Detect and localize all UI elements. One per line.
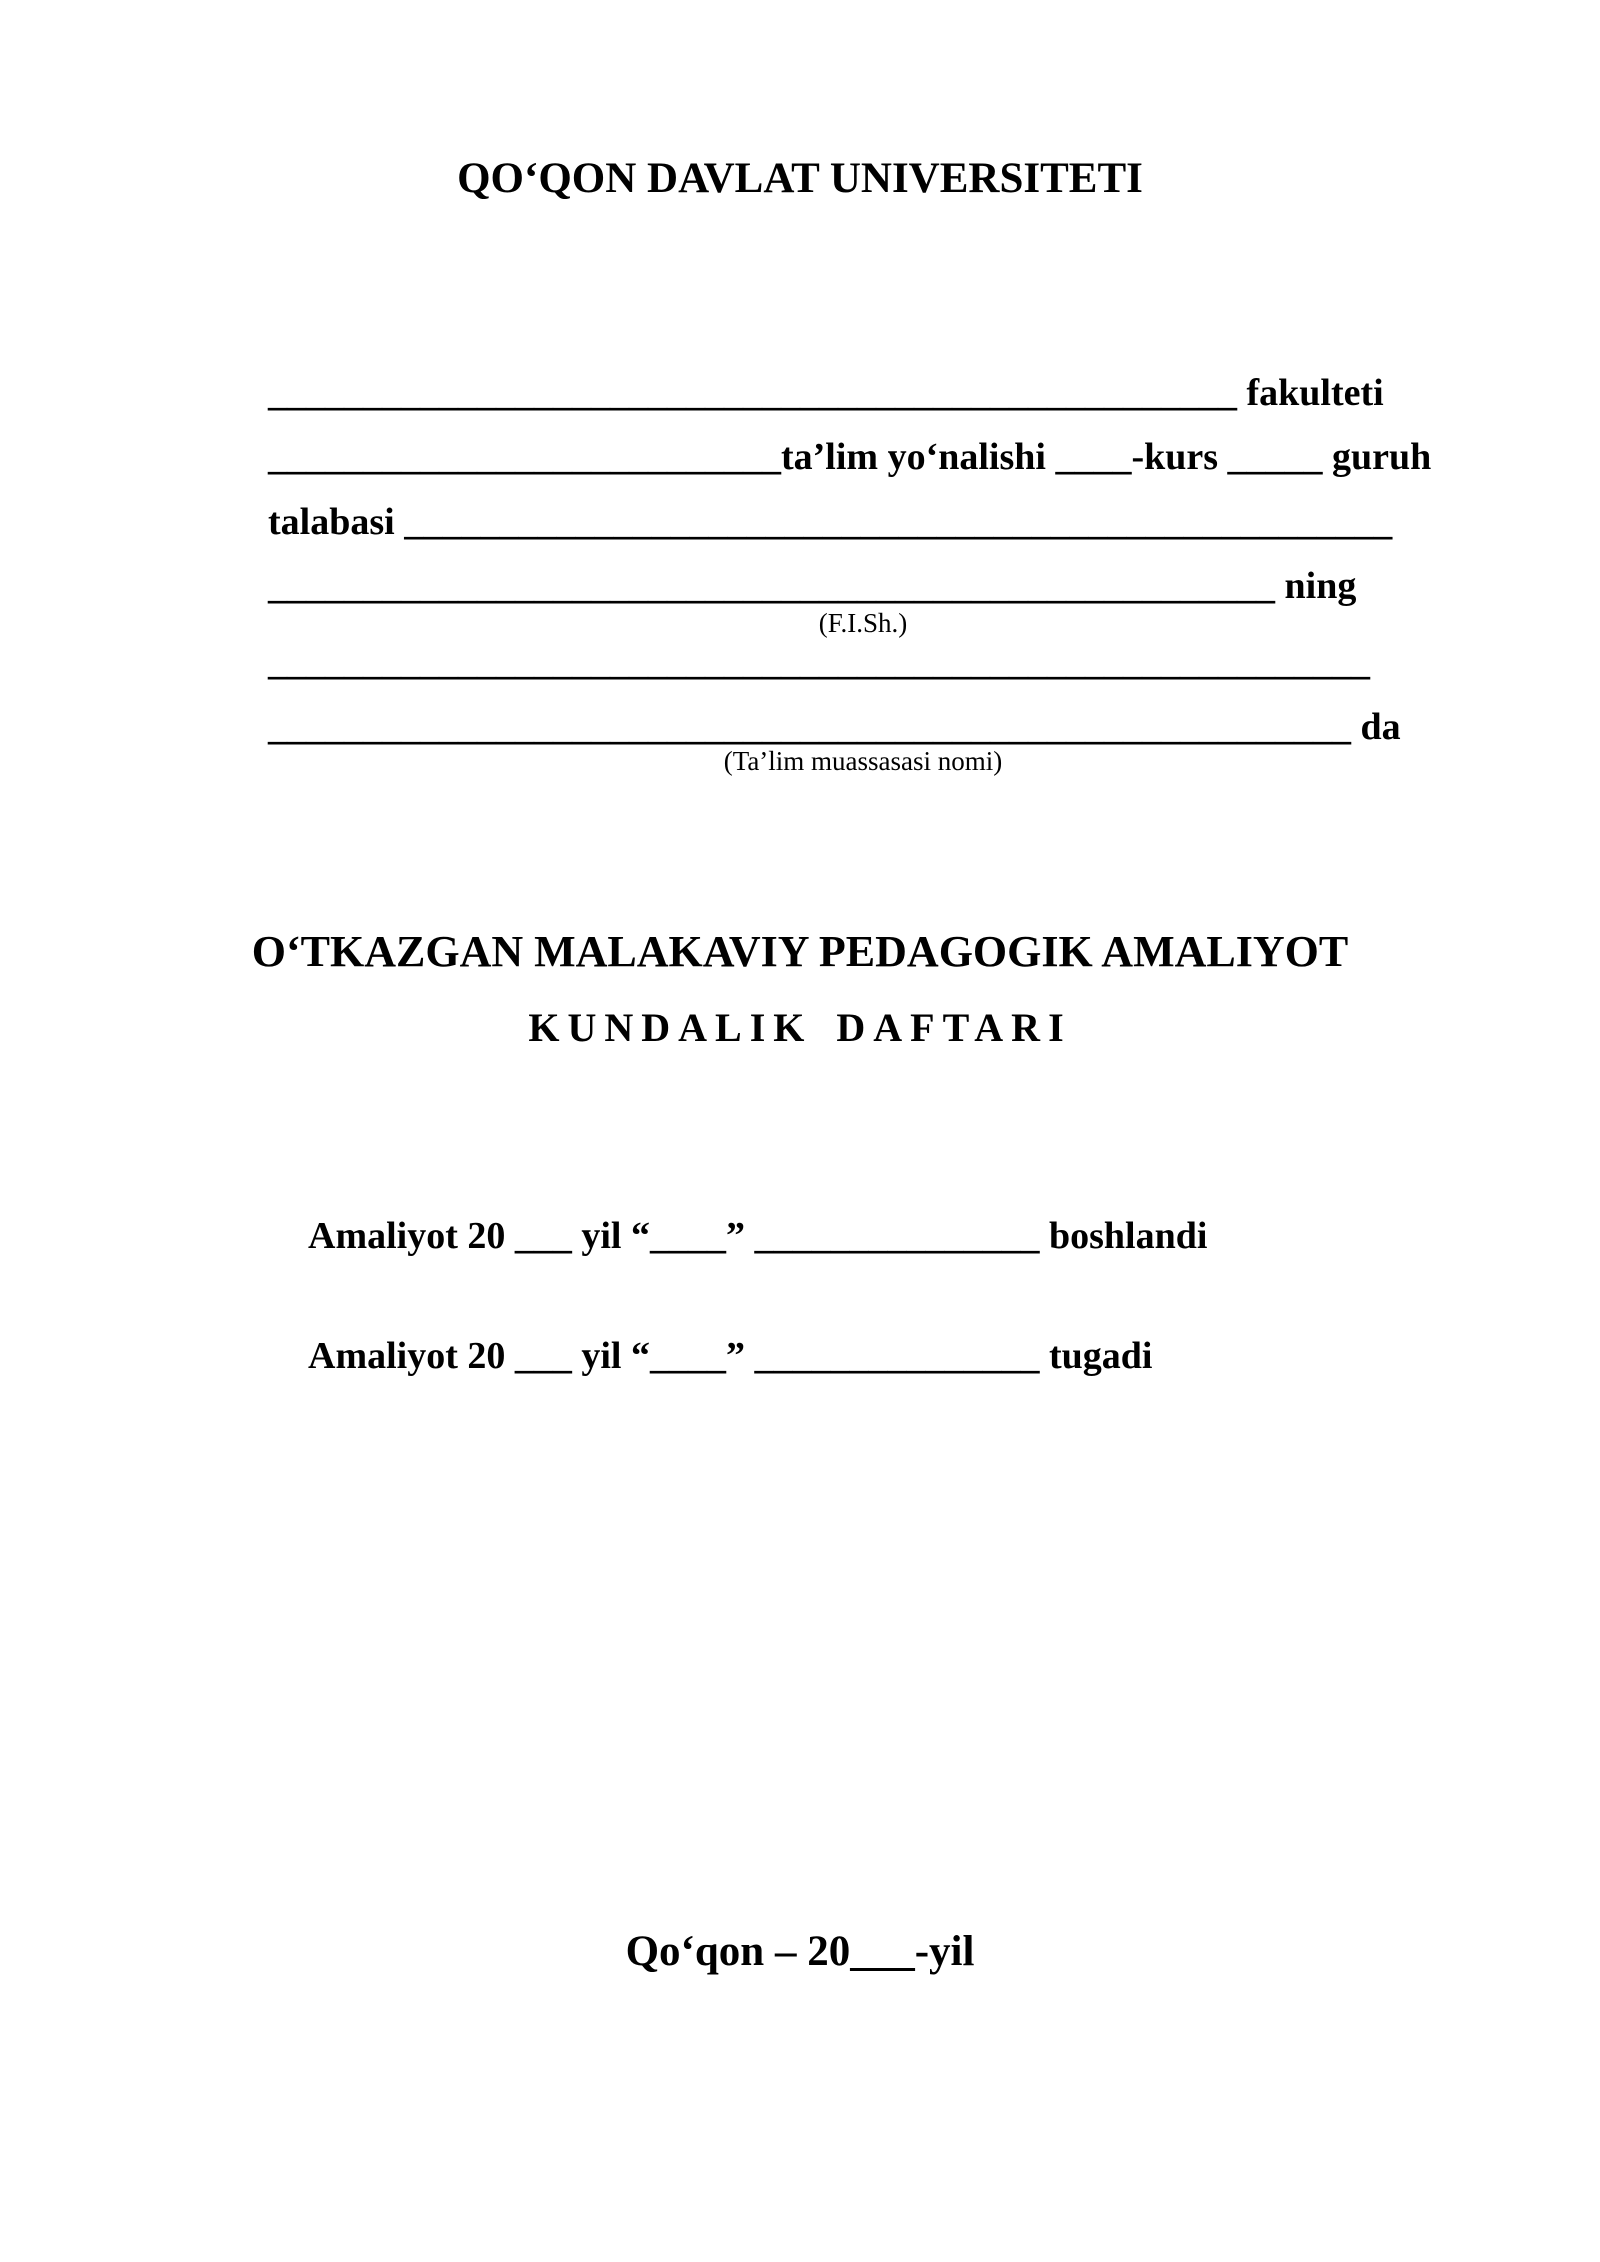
study-direction-line: ___________________________ta’lim yo‘nalishi ____-kurs _____ guruh — [268, 436, 1432, 478]
practice-end-date-line: Amaliyot 20 ___ yil “____” _______________ tugadi — [308, 1335, 1153, 1377]
practice-heading: O‘TKAZGAN MALAKAVIY PEDAGOGIK AMALIYOT — [251, 927, 1349, 976]
city-year-line: Qo‘qon – 20___-yil — [625, 1928, 975, 1975]
student-name-line: _____________________________________________________ ning — [268, 565, 1357, 607]
institution-da-line: _________________________________________________________ da — [268, 706, 1401, 748]
university-title: QO‘QON DAVLAT UNIVERSITETI — [457, 155, 1143, 202]
institution-blank-line: __________________________________________________________ — [268, 641, 1370, 683]
diary-heading: KUNDALIK DAFTARI — [528, 1005, 1072, 1050]
practice-start-date-line: Amaliyot 20 ___ yil “____” _______________ boshlandi — [308, 1215, 1208, 1257]
full-name-caption: (F.I.Sh.) — [818, 608, 908, 638]
faculty-blank-line: ___________________________________________________ fakulteti — [268, 372, 1384, 414]
student-blank-line: talabasi ____________________________________________________ — [268, 501, 1393, 543]
institution-name-caption: (Ta’lim muassasasi nomi) — [723, 746, 1003, 776]
